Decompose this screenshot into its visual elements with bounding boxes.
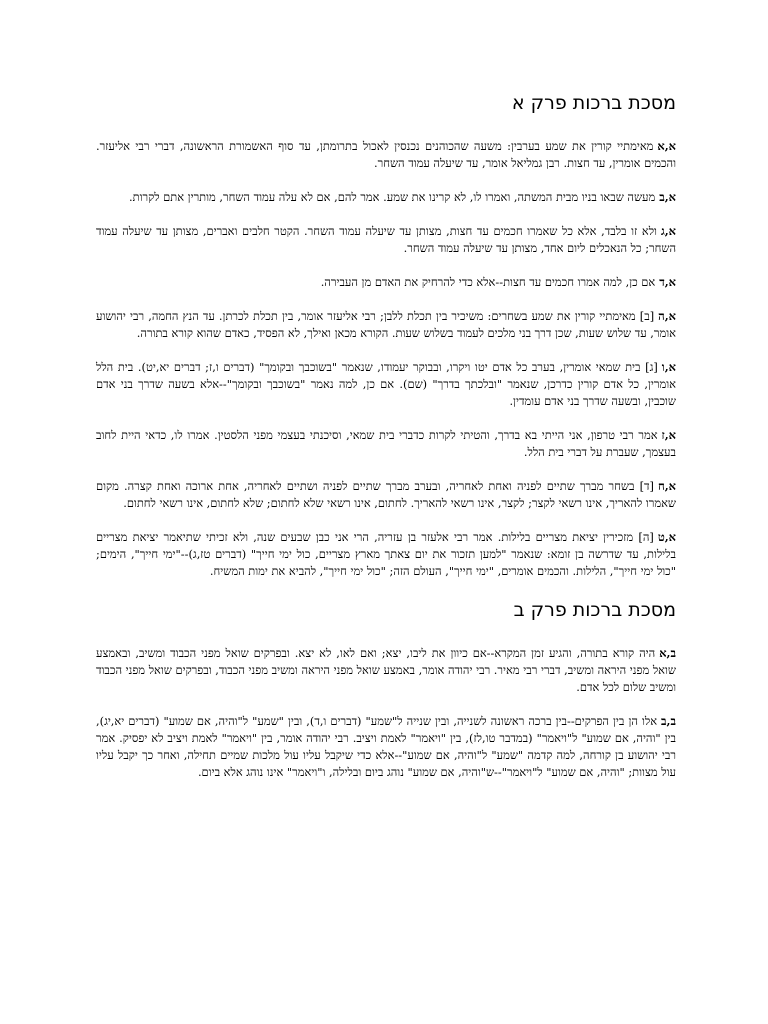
mishna-number: א,א [657,139,676,153]
mishna-text: [ה] מזכירין יציאת מצריים בלילות. אמר רבי אלעזר בן עזריה, הרי אני כבן שבעים שנה, ולא זכיתי שתיאמר יציאת מצריים בלילות, עד שדרשה בן זומא: שנאמר "למען תזכור את יום צאתך מארץ מצריים, כול ימי חייך" (דברים טז,ג)--"ימי חייך", הימים; "כול ימי חייך", הלילות. והכמים אומרים, "ימי חייך", העולם הזה; "כול ימי חייך", להביא את ימות המשיח. [96,530,676,578]
mishna-number: א,ח [657,479,676,493]
mishna-paragraph [96,713,676,781]
mishna-number: ב,ב [661,714,676,728]
mishna-number: א,ג [660,224,676,238]
mishna-text: היה קורא בתורה, והגיע זמן המקרא--אם כיוון את ליבו, יצא; ואם לאו, לא יצא. ובפרקים שואל מפני הכבוד ומשיב, ובאמצע שואל מפני היראה ומשיב, דברי רבי מאיר. רבי יהודה אומר, באמצע שואל מפני היראה ומשיב מפני הכבוד, ובפרקים שואל מפני הכבוד ומשיב שלום לכל אדם. [96,646,676,694]
document-page [96,90,676,798]
mishna-number: א,ו [661,360,676,374]
mishna-number: ב,א [659,646,676,660]
mishna-number: א,ב [659,190,676,204]
mishna-text: אלו הן בין הפרקים--בין ברכה ראשונה לשנייה, ובין שנייה ל"שמע" (דברים ו,ד), ובין "שמע" ל"והיה, אם שמוע" (דברים יא,יג), בין "והיה, אם שמוע" ל"ויאמר" (במדבר טו,לז), בין "ויאמר" לאמת ויציב. רבי יהודה אומר, בין "ויאמר" לאמת ויציב לא יפסיק. אמר רבי יהושוע בן קורחה, למה קדמה "שמע" ל"והיה, אם שמוע"--אלא כדי שיקבל עליו עול מלכות שמיים תחילה, ואחר כך יקבל עליו עול מצוות; "והיה, אם שמוע" ל"ויאמר"--ש"והיה, אם שמוע" נוהג ביום ובלילה, ו"ויאמר" אינו נוהג אלא ביום. [96,714,676,779]
mishna-paragraph [96,308,676,342]
mishna-text: מאימתיי קורין את שמע בערבין: משעה שהכוהנים נכנסין לאכול בתרומתן, עד סוף האשמורת הראשונה, דברי רבי אליעזר. והכמים אומרין, עד חצות. רבן גמליאל אומר, עד שיעלה עמוד השחר. [96,139,676,170]
mishna-paragraph [96,359,676,410]
mishna-text: [ג] בית שמאי אומרין, בערב כל אדם יטו ויקרו, ובבוקר יעמודו, שנאמר "בשוכבך ובקומך" (דברים ו,ז; דברים יא,יט). בית הלל אומרין, כל אדם קורין כדרכן, שנאמר "ובלכתך בדרך" (שם). אם כן, למה נאמר "בשוכבך ובקומך"--אלא בשעה שדרך בני אדם שוכבין, ובשעה שדרך בני אדם עומדין. [96,360,676,408]
mishna-paragraph [96,189,676,206]
mishna-text: אם כן, למה אמרו חכמים עד חצות--אלא כדי להרחיק את האדם מן העבירה. [320,275,656,289]
mishna-paragraph [96,138,676,172]
mishna-text: ולא זו בלבד, אלא כל שאמרו חכמים עד חצות, מצותן עד שיעלה עמוד השחר. הקטר חלבים ואברים, מצותן עד שיעלה עמוד השחר; כל הנאכלים ליום אחד, מצותן עד שיעלה עמוד השחר. [96,224,676,255]
chapter-title: מסכת ברכות פרק א [511,92,676,114]
mishna-number: א,ד [659,275,676,289]
mishna-number: א,ט [657,530,676,544]
mishna-text: מעשה שבאו בניו מבית המשתה, ואמרו לו, לא קרינו את שמע. אמר להם, אם לא עלה עמוד השחר, מותרין אתם לקרות. [129,190,656,204]
mishna-paragraph [96,478,676,512]
mishna-number: א,ז [661,428,676,442]
mishna-text: [ד] בשחר מברך שתיים לפניה ואחת לאחריה, ובערב מברך שתיים לפניה ושתיים לאחריה, אחת ארוכה ואחת קצרה. מקום שאמרו להאריך, אינו רשאי לקצר; לקצר, אינו רשאי להאריך. לחתום, אינו רשאי שלא לחתום; שלא לחתום, אינו רשאי לחתום. [96,479,676,510]
chapter-title: מסכת ברכות פרק ב [513,599,676,621]
mishna-paragraph [96,645,676,696]
mishna-paragraph [96,274,676,291]
mishna-paragraph [96,427,676,461]
mishna-paragraph [96,223,676,257]
mishna-number: א,ה [658,309,676,323]
mishna-text: אמר רבי טרפון, אני הייתי בא בדרך, והטיתי לקרות כדברי בית שמאי, וסיכנתי בעצמי מפני הלסטין. אמרו לו, כדאי היית לחוב בעצמך, שעברת על דברי בית הלל. [96,428,676,459]
mishna-text: [ב] מאימתיי קורין את שמע בשחרים: משיכיר בין תכלת ללבן; רבי אליעזר אומר, בין תכלת לכרתן. עד הנץ החמה, רבי יהושוע אומר, עד שלוש שעות, שכן דרך בני מלכים לעמוד בשלוש שעות. הקורא מכאן ואילך, לא הפסיד, כאדם שהוא קורא בתורה. [96,309,676,340]
mishna-paragraph [96,529,676,580]
